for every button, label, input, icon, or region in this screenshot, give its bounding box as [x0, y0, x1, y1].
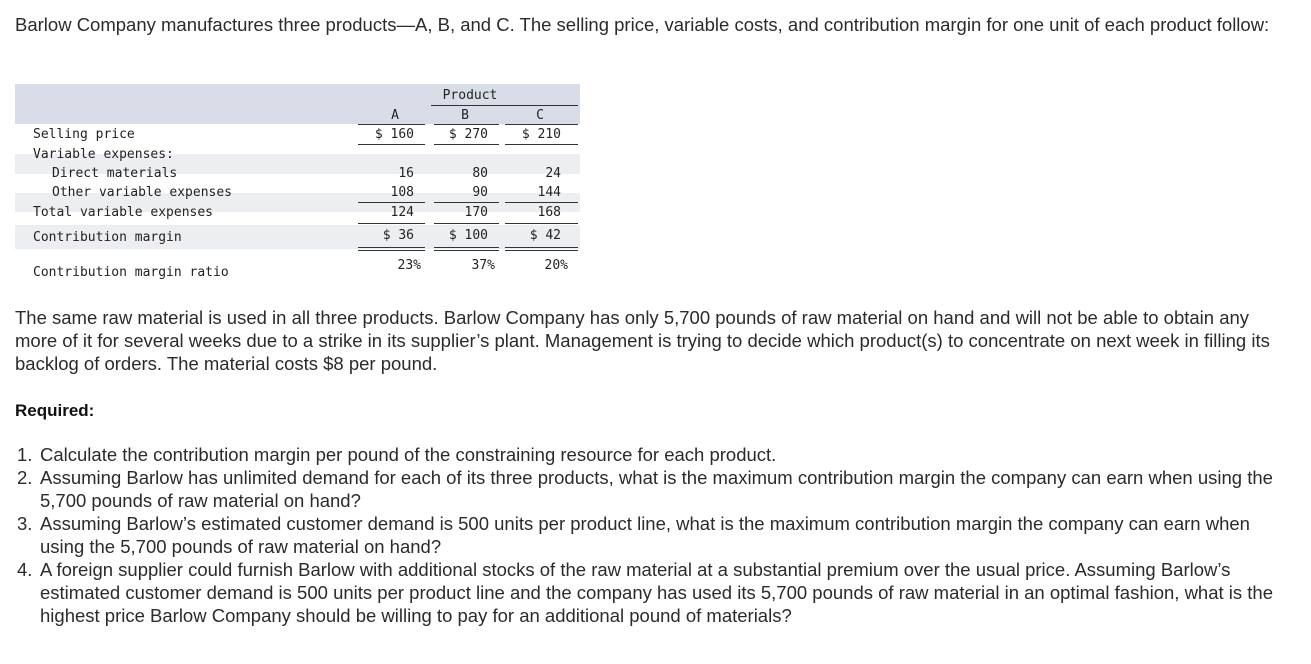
rule — [505, 144, 578, 145]
list-item — [15, 512, 1285, 558]
constraint-paragraph: The same raw material is used in all three products. Barlow Company has only 5,700 pounds of raw material on hand and will not be able to obtain any more of it for several weeks due to a strike in its supplier’s plant. Management is trying to decide which product(s) to concentrate on next week in filling its backlog of orders. The material costs $8 per pound. — [15, 307, 1270, 374]
row-label: Contribution margin ratio — [33, 265, 229, 280]
product-group-header: Product — [442, 88, 498, 103]
rule — [434, 144, 499, 145]
item-text: Assuming Barlow has unlimited demand for each of its three products, what is the maximum contribution margin the company can earn when using the 5,700 pounds of raw material on hand? — [40, 467, 1273, 511]
intro-paragraph: Barlow Company manufactures three products—A, B, and C. The selling price, variable costs, and contribution margin for one unit of each product follow: — [15, 14, 1270, 35]
item-text: A foreign supplier could furnish Barlow with additional stocks of the raw material at a substantial premium over the usual price. Assuming Barlow’s estimated customer demand is 500 units per product line and the company has used its 5,700 pounds of raw material in an optimal fashion, what is the highest price Barlow Company should be willing to pay for an additional pound of materials? — [40, 559, 1274, 626]
row-label: Contribution margin — [33, 230, 182, 245]
item-text: Calculate the contribution margin per pound of the constraining resource for each product. — [40, 444, 777, 465]
cell-a: 124 — [390, 205, 414, 220]
header-rule — [505, 124, 578, 125]
cell-c: $ 210 — [521, 127, 561, 142]
rule — [434, 247, 499, 248]
item-number: 3. — [17, 513, 33, 534]
rule — [358, 144, 425, 145]
header-rule — [358, 124, 425, 125]
row-label: Other variable expenses — [52, 185, 233, 200]
rule — [505, 247, 578, 248]
cell-c: 144 — [537, 185, 561, 200]
header-underline — [431, 105, 578, 106]
rule — [505, 223, 578, 224]
rule — [434, 250, 499, 251]
cell-b: 170 — [464, 205, 488, 220]
rule — [358, 247, 425, 248]
row-label: Variable expenses: — [33, 147, 174, 162]
header-rule — [434, 124, 499, 125]
column-header-c: C — [536, 108, 544, 123]
rule — [505, 202, 578, 203]
column-header-b: B — [461, 108, 469, 123]
row-label: Direct materials — [52, 166, 178, 181]
cell-b: $ 270 — [448, 127, 488, 142]
cell-c: $ 42 — [529, 228, 561, 243]
cell-b: 37% — [471, 258, 495, 273]
list-item — [15, 443, 1285, 466]
list-item — [15, 558, 1285, 627]
item-text: Assuming Barlow’s estimated customer demand is 500 units per product line, what is the maximum contribution margin the company can earn when using the 5,700 pounds of raw material on hand? — [40, 513, 1250, 557]
cell-a: 23% — [397, 258, 421, 273]
rule — [358, 223, 425, 224]
rule — [358, 250, 425, 251]
cell-c: 20% — [544, 258, 568, 273]
cell-a: 108 — [390, 185, 414, 200]
cell-a: $ 160 — [374, 127, 414, 142]
rule — [434, 202, 499, 203]
cell-c: 168 — [537, 205, 561, 220]
rule — [505, 250, 578, 251]
rule — [434, 223, 499, 224]
rule — [358, 202, 425, 203]
product-cost-table — [15, 84, 580, 289]
item-number: 4. — [17, 559, 33, 580]
cell-a: 16 — [398, 166, 414, 181]
cell-a: $ 36 — [382, 228, 414, 243]
column-header-a: A — [391, 108, 399, 123]
cell-c: 24 — [545, 166, 561, 181]
required-heading: Required: — [15, 401, 95, 420]
list-item — [15, 466, 1285, 512]
cell-b: 80 — [472, 166, 488, 181]
cell-b: $ 100 — [448, 228, 488, 243]
cell-b: 90 — [472, 185, 488, 200]
row-label: Selling price — [33, 127, 135, 142]
row-label: Total variable expenses — [33, 205, 214, 220]
item-number: 1. — [17, 444, 33, 465]
requirements-list — [15, 443, 1285, 627]
item-number: 2. — [17, 467, 33, 488]
